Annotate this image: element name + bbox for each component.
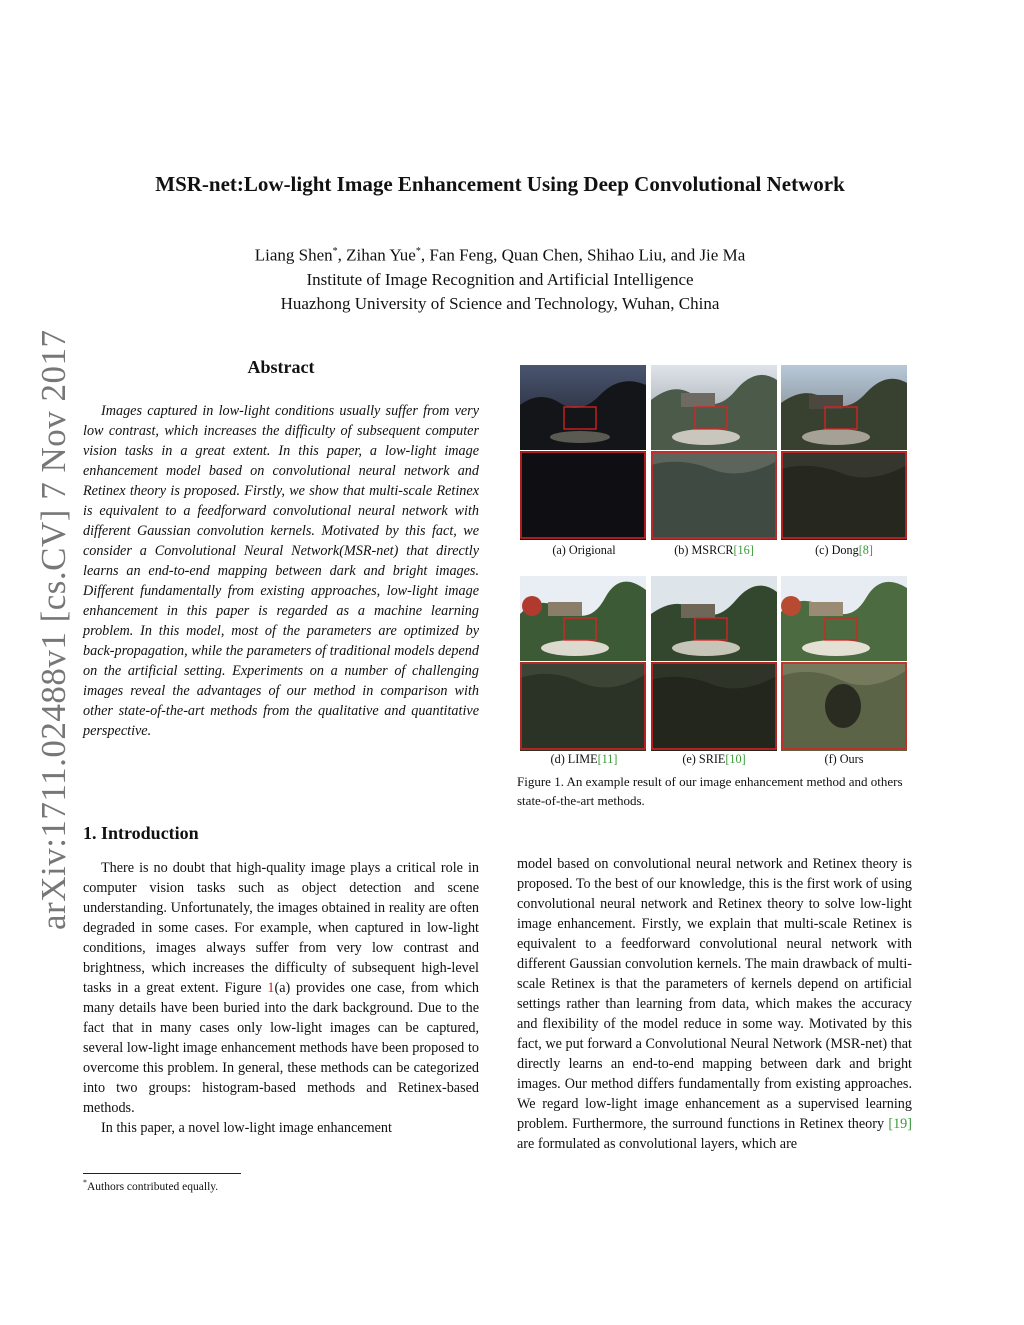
subfigure-dong (781, 365, 907, 540)
footnote-mark: * (83, 1178, 87, 1187)
subcaption-c (779, 543, 909, 558)
subfigure-srie (651, 576, 777, 751)
subfigure-original (520, 365, 646, 540)
subcaption-a-label: (a) Origional (552, 543, 616, 557)
intro-left-column (83, 858, 479, 1138)
author-1-mark: * (332, 246, 338, 257)
citation-11-link[interactable]: [11] (597, 752, 618, 766)
footnote (83, 1178, 218, 1193)
author-2: , Zihan Yue (337, 245, 416, 265)
intro-p1-part-a: There is no doubt that high-quality image plays a critical role in computer vision tasks such as object detection and scene understanding. Unfortunately, the images obtained in reality are often degraded in some cases. For example, when captured in low-light conditions, images always suffer from very low contrast and brightness, which increases the difficulty of subsequent high-level tasks in a great extent. Figure (83, 860, 479, 996)
figure-1-link[interactable]: 1 (267, 980, 275, 996)
subcaption-f (779, 752, 909, 767)
footnote-text: Authors contributed equally. (87, 1180, 219, 1193)
citation-10-link[interactable]: [10] (725, 752, 746, 766)
subcaption-f-label: (f) Ours (824, 752, 864, 766)
subcaption-e-label: (e) SRIE (682, 752, 726, 766)
intro-right-paragraph (517, 854, 912, 1154)
intro-right-part-a: model based on convolutional neural network and Retinex theory is proposed. To the best of our knowledge, this is the first work of using convolutional neural network and Retinex theory to solve low-light image enhancement. Firstly, we explain that multi-scale Retinex is equivalent to a feedforward convolutional neural network with different Gaussian convolution kernels. The main drawback of multi-scale Retinex is that the parameters of kernels depend on artificial settings rather than learning from data, which makes the accuracy and flexibility of the model reduce in some way. Motivated by this fact, we put forward a Convolutional Neural Network (MSR-net) that directly learns an end-to-end mapping between dark and bright images. Our method differs fundamentally from existing approaches. We regard low-light image enhancement as a supervised learning problem. Furthermore, the surround functions in Retinex theory (517, 856, 912, 1132)
footnote-rule (83, 1173, 241, 1174)
citation-19-link[interactable]: [19] (888, 1116, 912, 1132)
intro-p1-part-b: (a) provides one case, from which many details have been buried into the dark background. Due to the fact that in many cases only low-light images can be captured, several low-light image enhancement methods have been proposed to overcome this problem. In general, these methods can be categorized into two groups: histogram-based methods and Retinex-based methods. (83, 980, 479, 1116)
abstract-heading: Abstract (247, 357, 315, 377)
subcaption-d (519, 752, 649, 767)
subcaption-c-label: (c) Dong (815, 543, 859, 557)
abstract-body: Images captured in low-light conditions usually suffer from very low contrast, which increases the difficulty of subsequent computer vision tasks in a great extent. In this paper, a low-light image enhancement model based on convolutional neural network and Retinex theory is proposed. Firstly, we show that multi-scale Retinex is equivalent to a feedforward convolutional neural network with different Gaussian convolution kernels. Motivated by this fact, we consider a Convolutional Neural Network(MSR-net) that directly learns an end-to-end mapping between dark and bright images. Different fundamentally from existing approaches, low-light image enhancement in this paper is regarded as a machine learning problem. In this model, most of the parameters are optimized by back-propagation, while the parameters of traditional models depend on the artificial setting. Experiments on a number of challenging images reveal the advantages of our method in comparison with other state-of-the-art methods from the qualitative and quantitative perspective. (83, 403, 479, 739)
author-rest: , Fan Feng, Quan Chen, Shihao Liu, and Jie Ma (420, 245, 746, 265)
figure-1-caption: Figure 1. An example result of our image enhancement method and others state-of-the-art methods. (517, 774, 903, 808)
subcaption-e (649, 752, 779, 767)
author-block (0, 240, 1000, 316)
subcaption-d-label: (d) LIME (550, 752, 598, 766)
intro-paragraph-2: In this paper, a novel low-light image enhancement (101, 1120, 392, 1136)
intro-right-column (517, 854, 912, 1154)
subcaption-a (519, 543, 649, 558)
author-list (0, 240, 1000, 268)
subcaption-b-label: (b) MSRCR (674, 543, 734, 557)
affiliation-1: Institute of Image Recognition and Artificial Intelligence (306, 269, 694, 289)
citation-16-link[interactable]: [16] (733, 543, 754, 557)
arxiv-stamp: arXiv:1711.02488v1 [cs.CV] 7 Nov 2017 (34, 329, 73, 930)
subfigure-msrcr (651, 365, 777, 540)
intro-right-part-b: are formulated as convolutional layers, which are (517, 1136, 798, 1152)
affiliation-2: Huazhong University of Science and Technology, Wuhan, China (280, 293, 720, 313)
author-1: Liang Shen (254, 245, 333, 265)
intro-paragraph-1 (83, 858, 479, 1118)
author-2-mark: * (415, 246, 421, 257)
figure-1 (519, 364, 914, 784)
subcaption-b (649, 543, 779, 558)
intro-heading: 1. Introduction (83, 823, 199, 843)
subfigure-lime (520, 576, 646, 751)
citation-8-link[interactable]: [8] (858, 543, 873, 557)
subfigure-ours (781, 576, 907, 751)
paper-title: MSR-net:Low-light Image Enhancement Using Deep Convolutional Network (155, 172, 845, 196)
